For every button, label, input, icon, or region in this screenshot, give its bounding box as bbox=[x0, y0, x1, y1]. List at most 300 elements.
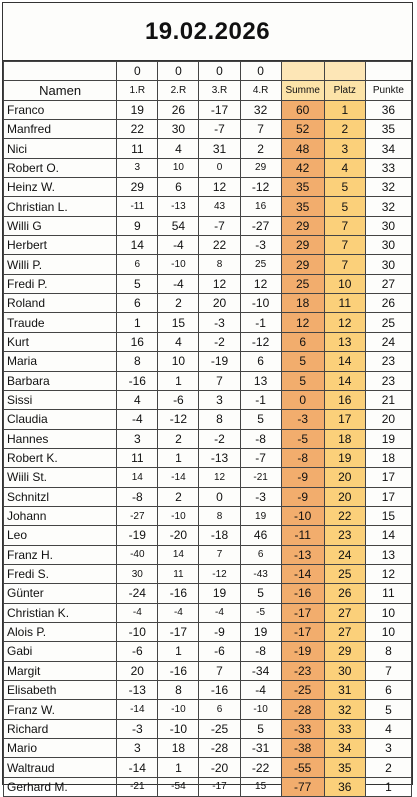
table-row bbox=[4, 468, 412, 487]
round-score-3: 0 bbox=[199, 158, 240, 177]
round-score-2: 10 bbox=[158, 158, 199, 177]
summe-cell: -77 bbox=[281, 777, 324, 796]
round-score-3: -20 bbox=[199, 758, 240, 777]
round-score-1: 29 bbox=[117, 178, 158, 197]
summe-cell: 0 bbox=[281, 390, 324, 409]
round-score-3: -19 bbox=[199, 352, 240, 371]
round-score-3: -16 bbox=[199, 681, 240, 700]
round-score-2: 26 bbox=[158, 100, 199, 119]
round-score-1: -16 bbox=[117, 371, 158, 390]
punkte-cell: 18 bbox=[365, 448, 411, 467]
summe-cell: 18 bbox=[281, 294, 324, 313]
round-score-1: -40 bbox=[117, 545, 158, 564]
round-score-2: 1 bbox=[158, 448, 199, 467]
round-score-2: 18 bbox=[158, 739, 199, 758]
round-score-1: 9 bbox=[117, 216, 158, 235]
summe-cell: 12 bbox=[281, 313, 324, 332]
table-row bbox=[4, 313, 412, 332]
round-score-4: -7 bbox=[240, 448, 281, 467]
summe-cell: -9 bbox=[281, 468, 324, 487]
player-name: Herbert bbox=[4, 236, 117, 255]
table-row bbox=[4, 332, 412, 351]
round-score-3: -25 bbox=[199, 719, 240, 738]
punkte-cell: 10 bbox=[365, 622, 411, 641]
round-score-2: -10 bbox=[158, 255, 199, 274]
punkte-cell: 30 bbox=[365, 255, 411, 274]
blank-cell bbox=[324, 62, 365, 81]
header-platz: Platz bbox=[324, 81, 365, 100]
table-row bbox=[4, 390, 412, 409]
punkte-cell: 32 bbox=[365, 197, 411, 216]
player-name: Fredi P. bbox=[4, 274, 117, 293]
platz-cell: 19 bbox=[324, 448, 365, 467]
round-score-3: 19 bbox=[199, 584, 240, 603]
round-score-3: 43 bbox=[199, 197, 240, 216]
table-row bbox=[4, 236, 412, 255]
round-score-1: 16 bbox=[117, 332, 158, 351]
summe-cell: -10 bbox=[281, 506, 324, 525]
round-score-2: 11 bbox=[158, 564, 199, 583]
punkte-cell: 19 bbox=[365, 429, 411, 448]
round-score-4: -8 bbox=[240, 642, 281, 661]
player-name: Franz W. bbox=[4, 700, 117, 719]
round-score-3: -3 bbox=[199, 313, 240, 332]
round-score-1: -11 bbox=[117, 197, 158, 216]
round-score-4: -31 bbox=[240, 739, 281, 758]
punkte-cell: 36 bbox=[365, 100, 411, 119]
round-score-1: -27 bbox=[117, 506, 158, 525]
summe-cell: 48 bbox=[281, 139, 324, 158]
round-score-2: 10 bbox=[158, 352, 199, 371]
round-score-2: 1 bbox=[158, 371, 199, 390]
summe-cell: 6 bbox=[281, 332, 324, 351]
round-score-3: 12 bbox=[199, 274, 240, 293]
table-row bbox=[4, 622, 412, 641]
punkte-cell: 24 bbox=[365, 332, 411, 351]
table-row bbox=[4, 603, 412, 622]
player-name: Richard bbox=[4, 719, 117, 738]
round-score-1: -14 bbox=[117, 700, 158, 719]
summe-cell: -25 bbox=[281, 681, 324, 700]
round-score-4: 2 bbox=[240, 139, 281, 158]
round-score-2: 14 bbox=[158, 545, 199, 564]
table-row bbox=[4, 487, 412, 506]
header-punkte: Punkte bbox=[365, 81, 411, 100]
punkte-cell: 6 bbox=[365, 681, 411, 700]
platz-cell: 23 bbox=[324, 526, 365, 545]
blank-cell bbox=[281, 62, 324, 81]
round-score-2: -17 bbox=[158, 622, 199, 641]
platz-cell: 10 bbox=[324, 274, 365, 293]
punkte-cell: 8 bbox=[365, 642, 411, 661]
summe-cell: -33 bbox=[281, 719, 324, 738]
round-score-1: 11 bbox=[117, 139, 158, 158]
table-row bbox=[4, 700, 412, 719]
platz-cell: 29 bbox=[324, 642, 365, 661]
player-name: Franco bbox=[4, 100, 117, 119]
round-score-2: 54 bbox=[158, 216, 199, 235]
header-namen: Namen bbox=[4, 81, 117, 100]
punkte-cell: 15 bbox=[365, 506, 411, 525]
round-score-2: 15 bbox=[158, 313, 199, 332]
player-name: Willi P. bbox=[4, 255, 117, 274]
punkte-cell: 30 bbox=[365, 236, 411, 255]
punkte-cell: 23 bbox=[365, 352, 411, 371]
player-name: Manfred bbox=[4, 120, 117, 139]
round-score-3: -17 bbox=[199, 100, 240, 119]
punkte-cell: 7 bbox=[365, 661, 411, 680]
table-row bbox=[4, 197, 412, 216]
player-name: Barbara bbox=[4, 371, 117, 390]
round-score-4: 7 bbox=[240, 120, 281, 139]
table-row bbox=[4, 158, 412, 177]
player-name: Wiili St. bbox=[4, 468, 117, 487]
table-row bbox=[4, 216, 412, 235]
platz-cell: 26 bbox=[324, 584, 365, 603]
round-score-2: -16 bbox=[158, 661, 199, 680]
round-score-4: 5 bbox=[240, 410, 281, 429]
round-score-1: -4 bbox=[117, 603, 158, 622]
table-row bbox=[4, 448, 412, 467]
round-score-4: 15 bbox=[240, 777, 281, 796]
punkte-cell: 21 bbox=[365, 390, 411, 409]
summe-cell: 52 bbox=[281, 120, 324, 139]
player-name: Mario bbox=[4, 739, 117, 758]
platz-cell: 32 bbox=[324, 700, 365, 719]
summe-cell: -3 bbox=[281, 410, 324, 429]
round-score-2: -10 bbox=[158, 700, 199, 719]
round-score-4: -3 bbox=[240, 487, 281, 506]
punkte-cell: 14 bbox=[365, 526, 411, 545]
header-round-3: 3.R bbox=[199, 81, 240, 100]
round-score-4: -10 bbox=[240, 700, 281, 719]
platz-cell: 5 bbox=[324, 197, 365, 216]
punkte-cell: 30 bbox=[365, 216, 411, 235]
platz-cell: 11 bbox=[324, 294, 365, 313]
summe-cell: 35 bbox=[281, 197, 324, 216]
player-name: Fredi S. bbox=[4, 564, 117, 583]
platz-cell: 31 bbox=[324, 681, 365, 700]
blank-cell bbox=[365, 62, 411, 81]
round-score-1: 3 bbox=[117, 158, 158, 177]
round-score-1: 30 bbox=[117, 564, 158, 583]
table-row bbox=[4, 178, 412, 197]
platz-cell: 36 bbox=[324, 777, 365, 796]
player-name: Franz H. bbox=[4, 545, 117, 564]
punkte-cell: 25 bbox=[365, 313, 411, 332]
player-name: Günter bbox=[4, 584, 117, 603]
round-score-1: 4 bbox=[117, 390, 158, 409]
round-score-1: -10 bbox=[117, 622, 158, 641]
round-score-4: 12 bbox=[240, 274, 281, 293]
round-score-3: -2 bbox=[199, 429, 240, 448]
round-score-1: 22 bbox=[117, 120, 158, 139]
punkte-cell: 5 bbox=[365, 700, 411, 719]
table-row bbox=[4, 139, 412, 158]
round-score-2: -4 bbox=[158, 236, 199, 255]
player-name: Maria bbox=[4, 352, 117, 371]
round-score-2: -4 bbox=[158, 274, 199, 293]
platz-cell: 4 bbox=[324, 158, 365, 177]
round-score-4: 6 bbox=[240, 545, 281, 564]
round-score-4: -3 bbox=[240, 236, 281, 255]
round-score-1: 14 bbox=[117, 236, 158, 255]
platz-cell: 25 bbox=[324, 564, 365, 583]
player-name: Schnitzl bbox=[4, 487, 117, 506]
punkte-cell: 32 bbox=[365, 178, 411, 197]
round-score-1: 6 bbox=[117, 294, 158, 313]
table-row bbox=[4, 429, 412, 448]
round-score-4: 19 bbox=[240, 622, 281, 641]
player-name: Kurt bbox=[4, 332, 117, 351]
player-name: Elisabeth bbox=[4, 681, 117, 700]
summe-cell: 29 bbox=[281, 236, 324, 255]
zero-cell: 0 bbox=[117, 62, 158, 81]
platz-cell: 34 bbox=[324, 739, 365, 758]
round-score-3: 22 bbox=[199, 236, 240, 255]
round-score-2: -20 bbox=[158, 526, 199, 545]
summe-cell: -55 bbox=[281, 758, 324, 777]
round-score-2: -14 bbox=[158, 468, 199, 487]
round-score-4: 6 bbox=[240, 352, 281, 371]
round-score-1: 11 bbox=[117, 448, 158, 467]
player-name: Waltraud bbox=[4, 758, 117, 777]
table-row bbox=[4, 526, 412, 545]
round-score-4: -12 bbox=[240, 178, 281, 197]
punkte-cell: 1 bbox=[365, 777, 411, 796]
round-score-3: 7 bbox=[199, 371, 240, 390]
platz-cell: 1 bbox=[324, 100, 365, 119]
player-name: Christian L. bbox=[4, 197, 117, 216]
summe-cell: 29 bbox=[281, 255, 324, 274]
round-score-1: 1 bbox=[117, 313, 158, 332]
player-name: Traude bbox=[4, 313, 117, 332]
round-score-4: -21 bbox=[240, 468, 281, 487]
round-score-2: 30 bbox=[158, 120, 199, 139]
round-score-1: -19 bbox=[117, 526, 158, 545]
round-score-3: -4 bbox=[199, 603, 240, 622]
summe-cell: 60 bbox=[281, 100, 324, 119]
table-row bbox=[4, 661, 412, 680]
round-score-2: 6 bbox=[158, 178, 199, 197]
round-score-3: -17 bbox=[199, 777, 240, 796]
platz-cell: 20 bbox=[324, 468, 365, 487]
round-score-4: -4 bbox=[240, 681, 281, 700]
table-row bbox=[4, 371, 412, 390]
round-score-1: -14 bbox=[117, 758, 158, 777]
round-score-4: -27 bbox=[240, 216, 281, 235]
platz-cell: 35 bbox=[324, 758, 365, 777]
zero-row bbox=[4, 62, 412, 81]
round-score-2: 4 bbox=[158, 139, 199, 158]
table-row bbox=[4, 739, 412, 758]
platz-cell: 27 bbox=[324, 622, 365, 641]
table-row bbox=[4, 584, 412, 603]
round-score-2: -4 bbox=[158, 603, 199, 622]
round-score-3: -7 bbox=[199, 120, 240, 139]
zero-cell: 0 bbox=[158, 62, 199, 81]
zero-cell: 0 bbox=[199, 62, 240, 81]
round-score-3: 8 bbox=[199, 410, 240, 429]
punkte-cell: 23 bbox=[365, 371, 411, 390]
round-score-2: -10 bbox=[158, 506, 199, 525]
player-name: Gerhard M. bbox=[4, 777, 117, 796]
summe-cell: 35 bbox=[281, 178, 324, 197]
round-score-4: -5 bbox=[240, 603, 281, 622]
round-score-3: 31 bbox=[199, 139, 240, 158]
table-row bbox=[4, 294, 412, 313]
platz-cell: 7 bbox=[324, 255, 365, 274]
round-score-1: -8 bbox=[117, 487, 158, 506]
player-name: Sissi bbox=[4, 390, 117, 409]
round-score-3: -9 bbox=[199, 622, 240, 641]
summe-cell: 25 bbox=[281, 274, 324, 293]
platz-cell: 14 bbox=[324, 371, 365, 390]
round-score-4: -1 bbox=[240, 390, 281, 409]
round-score-1: 6 bbox=[117, 255, 158, 274]
round-score-1: 8 bbox=[117, 352, 158, 371]
round-score-3: -7 bbox=[199, 216, 240, 235]
round-score-2: 1 bbox=[158, 642, 199, 661]
round-score-3: 12 bbox=[199, 468, 240, 487]
round-score-3: -6 bbox=[199, 642, 240, 661]
platz-cell: 33 bbox=[324, 719, 365, 738]
round-score-4: 29 bbox=[240, 158, 281, 177]
round-score-3: -28 bbox=[199, 739, 240, 758]
table-row bbox=[4, 681, 412, 700]
round-score-3: -12 bbox=[199, 564, 240, 583]
header-row bbox=[4, 81, 412, 100]
platz-cell: 22 bbox=[324, 506, 365, 525]
round-score-3: -13 bbox=[199, 448, 240, 467]
score-sheet bbox=[2, 2, 413, 794]
round-score-2: -16 bbox=[158, 584, 199, 603]
round-score-3: 8 bbox=[199, 255, 240, 274]
player-name: Alois P. bbox=[4, 622, 117, 641]
round-score-3: 3 bbox=[199, 390, 240, 409]
round-score-2: 1 bbox=[158, 758, 199, 777]
table-row bbox=[4, 545, 412, 564]
punkte-cell: 3 bbox=[365, 739, 411, 758]
summe-cell: 42 bbox=[281, 158, 324, 177]
punkte-cell: 2 bbox=[365, 758, 411, 777]
blank-cell bbox=[4, 62, 117, 81]
summe-cell: -14 bbox=[281, 564, 324, 583]
round-score-4: -1 bbox=[240, 313, 281, 332]
player-name: Claudia bbox=[4, 410, 117, 429]
round-score-3: 6 bbox=[199, 700, 240, 719]
round-score-3: -2 bbox=[199, 332, 240, 351]
round-score-2: -12 bbox=[158, 410, 199, 429]
summe-cell: -16 bbox=[281, 584, 324, 603]
platz-cell: 7 bbox=[324, 216, 365, 235]
summe-cell: -11 bbox=[281, 526, 324, 545]
platz-cell: 3 bbox=[324, 139, 365, 158]
table-row bbox=[4, 255, 412, 274]
round-score-4: 5 bbox=[240, 719, 281, 738]
platz-cell: 14 bbox=[324, 352, 365, 371]
punkte-cell: 17 bbox=[365, 468, 411, 487]
punkte-cell: 34 bbox=[365, 139, 411, 158]
round-score-1: 19 bbox=[117, 100, 158, 119]
table-row bbox=[4, 719, 412, 738]
player-name: Gabi bbox=[4, 642, 117, 661]
round-score-1: -6 bbox=[117, 642, 158, 661]
round-score-1: 3 bbox=[117, 429, 158, 448]
summe-cell: -17 bbox=[281, 622, 324, 641]
round-score-2: 2 bbox=[158, 487, 199, 506]
platz-cell: 18 bbox=[324, 429, 365, 448]
round-score-3: 8 bbox=[199, 506, 240, 525]
platz-cell: 24 bbox=[324, 545, 365, 564]
round-score-1: -4 bbox=[117, 410, 158, 429]
platz-cell: 5 bbox=[324, 178, 365, 197]
table-row bbox=[4, 274, 412, 293]
round-score-4: 19 bbox=[240, 506, 281, 525]
player-name: Leo bbox=[4, 526, 117, 545]
player-name: Heinz W. bbox=[4, 178, 117, 197]
player-name: Hannes bbox=[4, 429, 117, 448]
round-score-3: 12 bbox=[199, 178, 240, 197]
round-score-4: -22 bbox=[240, 758, 281, 777]
round-score-4: 25 bbox=[240, 255, 281, 274]
round-score-4: 13 bbox=[240, 371, 281, 390]
summe-cell: 29 bbox=[281, 216, 324, 235]
zero-cell: 0 bbox=[240, 62, 281, 81]
punkte-cell: 35 bbox=[365, 120, 411, 139]
table-row bbox=[4, 777, 412, 796]
platz-cell: 30 bbox=[324, 661, 365, 680]
round-score-4: -10 bbox=[240, 294, 281, 313]
round-score-1: -3 bbox=[117, 719, 158, 738]
summe-cell: -38 bbox=[281, 739, 324, 758]
player-name: Johann bbox=[4, 506, 117, 525]
round-score-4: -8 bbox=[240, 429, 281, 448]
player-name: Robert K. bbox=[4, 448, 117, 467]
punkte-cell: 26 bbox=[365, 294, 411, 313]
table-row bbox=[4, 410, 412, 429]
round-score-1: 3 bbox=[117, 739, 158, 758]
summe-cell: -9 bbox=[281, 487, 324, 506]
round-score-1: -13 bbox=[117, 681, 158, 700]
round-score-3: -18 bbox=[199, 526, 240, 545]
round-score-3: 7 bbox=[199, 661, 240, 680]
platz-cell: 13 bbox=[324, 332, 365, 351]
punkte-cell: 12 bbox=[365, 564, 411, 583]
round-score-2: -54 bbox=[158, 777, 199, 796]
round-score-4: 16 bbox=[240, 197, 281, 216]
round-score-2: 2 bbox=[158, 429, 199, 448]
punkte-cell: 33 bbox=[365, 158, 411, 177]
punkte-cell: 10 bbox=[365, 603, 411, 622]
round-score-4: -43 bbox=[240, 564, 281, 583]
round-score-4: -12 bbox=[240, 332, 281, 351]
summe-cell: -5 bbox=[281, 429, 324, 448]
round-score-4: 46 bbox=[240, 526, 281, 545]
table-row bbox=[4, 642, 412, 661]
player-name: Willi G bbox=[4, 216, 117, 235]
platz-cell: 2 bbox=[324, 120, 365, 139]
punkte-cell: 17 bbox=[365, 487, 411, 506]
round-score-2: -10 bbox=[158, 719, 199, 738]
round-score-2: 2 bbox=[158, 294, 199, 313]
punkte-cell: 13 bbox=[365, 545, 411, 564]
round-score-3: 20 bbox=[199, 294, 240, 313]
table-row bbox=[4, 120, 412, 139]
round-score-2: 8 bbox=[158, 681, 199, 700]
platz-cell: 12 bbox=[324, 313, 365, 332]
table-row bbox=[4, 352, 412, 371]
